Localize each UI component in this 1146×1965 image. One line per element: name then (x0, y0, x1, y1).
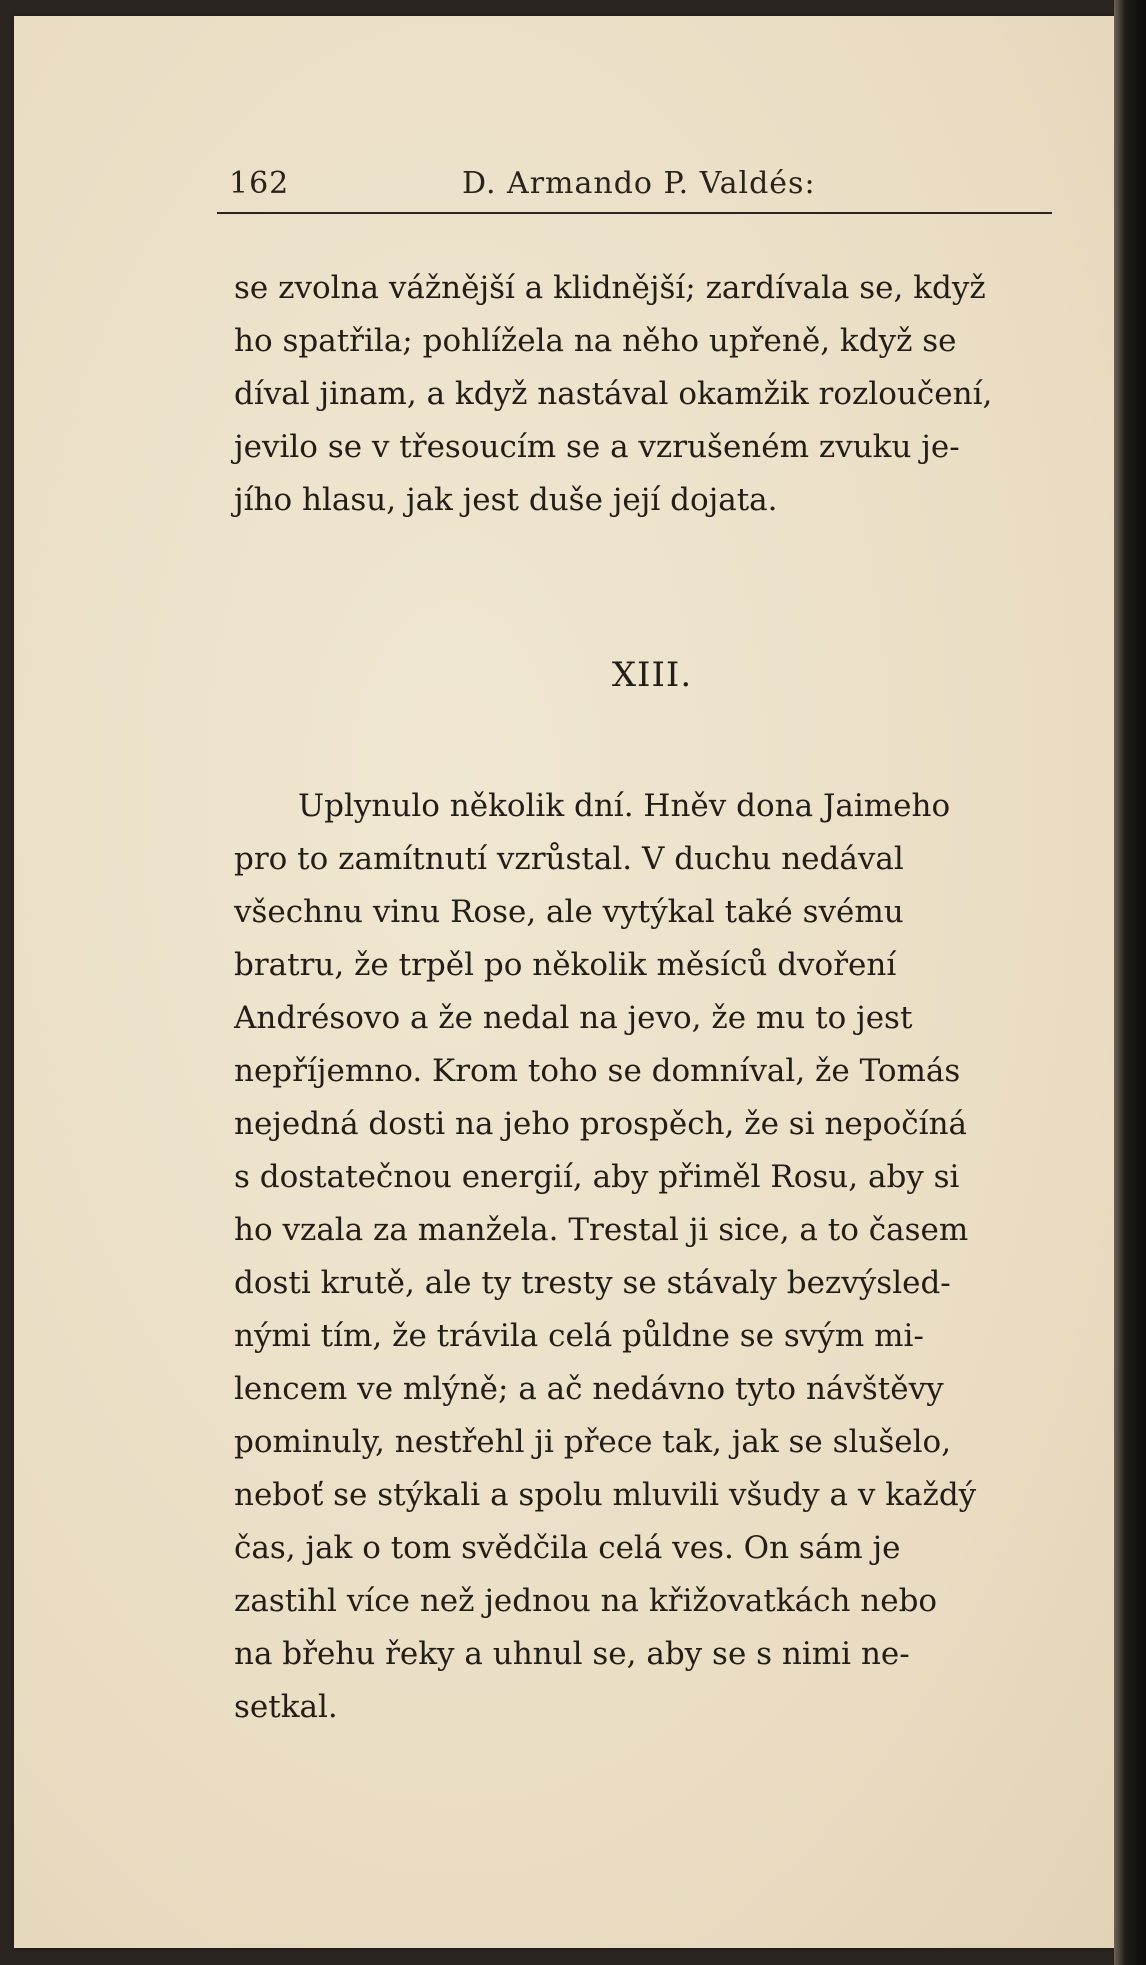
text-line: pominuly, nestřehl ji přece tak, jak se slušelo, (234, 1424, 952, 1460)
text-line: ho vzala za manžela. Trestal ji sice, a to časem (234, 1212, 969, 1248)
text-line: na břehu řeky a uhnul se, aby se s nimi ne- (234, 1636, 910, 1672)
text-line: setkal. (234, 1689, 338, 1725)
text-line: zastihl více než jednou na křižovatkách nebo (234, 1583, 938, 1619)
page-header (217, 160, 1052, 214)
text-line: s dostatečnou energií, aby přiměl Rosu, aby si (234, 1159, 960, 1195)
text-line: lencem ve mlýně; a ač nedávno tyto návštěvy (234, 1371, 944, 1407)
text-line: bratru, že trpěl po několik měsíců dvoření (234, 947, 897, 983)
text-line: ho spatřila; pohlížela na něho upřeně, když se (234, 323, 957, 359)
page-number: 162 (229, 166, 290, 201)
text-line: nejedná dosti na jeho prospěch, že si nepočíná (234, 1106, 968, 1142)
text-line: se zvolna vážnější a klidnější; zardívala se, když (234, 270, 986, 306)
text-line: díval jinam, a když nastával okamžik rozloučení, (234, 376, 993, 412)
text-line: Andrésovo a že nedal na jevo, že mu to jest (234, 1000, 913, 1036)
book-spine-edge (1114, 0, 1146, 1965)
text-line: jevilo se v třesoucím se a vzrušeném zvuku je- (234, 429, 960, 465)
text-line: pro to zamítnutí vzrůstal. V duchu nedával (234, 841, 904, 877)
text-line: čas, jak o tom svědčila celá ves. On sám je (234, 1530, 901, 1566)
running-head: D. Armando P. Valdés: (462, 166, 816, 201)
chapter-heading: XIII. (611, 655, 693, 695)
text-line: nepříjemno. Krom toho se domníval, že Tomás (234, 1053, 961, 1089)
text-line: Uplynulo několik dní. Hněv dona Jaimeho (298, 788, 951, 824)
text-line: všechnu vinu Rose, ale vytýkal také svému (234, 894, 904, 930)
paragraph-1 (234, 262, 1070, 527)
text-line: neboť se stýkali a spolu mluvili všudy a v každý (234, 1477, 977, 1513)
text-line: nými tím, že trávila celá půldne se svým mi- (234, 1318, 924, 1354)
text-line: jího hlasu, jak jest duše její dojata. (234, 482, 778, 518)
paragraph-2 (234, 780, 1070, 1734)
text-line: dosti krutě, ale ty tresty se stávaly bezvýsled- (234, 1265, 951, 1301)
